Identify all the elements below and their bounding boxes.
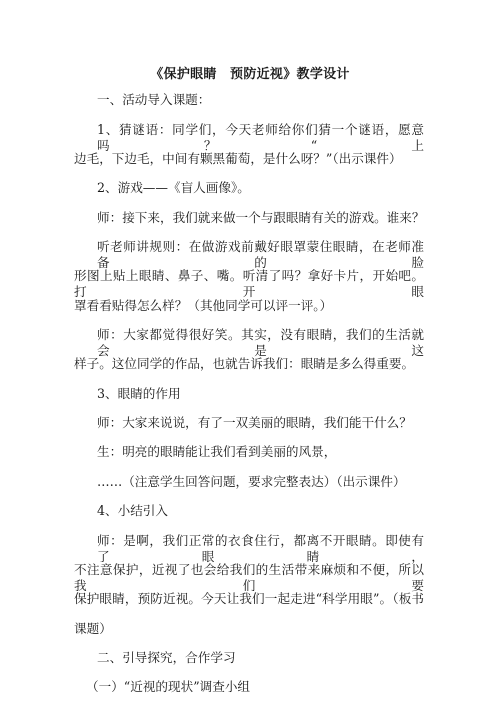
text-line: 边毛，下边毛，中间有颗黑葡萄，是什么呀？”（出示课件） <box>74 151 402 166</box>
text-line <box>97 122 424 154</box>
text-line: 师：大家来说说，有了一双美丽的眼睛，我们能干什么？ <box>97 415 412 430</box>
text-line <box>74 591 424 607</box>
text-line-content: 师：大家都觉得很好笑。其实，没有眼睛，我们的生活就会是这 <box>97 327 424 358</box>
document-title: 《保护眼睛 预防近视》教学设计 <box>150 67 350 82</box>
text-line: 二、引导探究，合作学习 <box>97 650 236 665</box>
text-line-content: 听老师讲规则：在做游戏前戴好眼罩蒙住眼睛，在老师准备的脸 <box>97 239 424 270</box>
text-line <box>97 533 424 565</box>
text-line-content: 保护眼睛，预防近视。今天让我们一起走进“科学用眼”。（板书 <box>74 591 424 606</box>
text-line: 2、游戏——《盲人画像》。 <box>97 180 250 195</box>
text-line <box>74 562 424 594</box>
text-line: 样子。这位同学的作品，也就告诉我们：眼睛是多么得重要。 <box>74 356 415 371</box>
text-line: 3、眼睛的作用 <box>97 386 181 401</box>
text-line: ……（注意学生回答问题，要求完整表达）（出示课件） <box>97 474 406 489</box>
text-line: 生：明亮的眼睛能让我们看到美丽的风景， <box>97 444 337 459</box>
text-line: 一、活动导入课题： <box>97 92 211 107</box>
text-line: 课题） <box>74 621 112 636</box>
text-line-content: 1、猜谜语：同学们，今天老师给你们猜一个谜语，愿意吗？“上 <box>97 122 424 153</box>
text-line <box>97 327 424 359</box>
text-line: 罩看看贴得怎么样？（其他同学可以评一评。） <box>74 298 333 313</box>
text-line-content: 形图上贴上眼睛、鼻子、嘴。听清了吗？拿好卡片，开始吧。打开眼 <box>74 268 424 299</box>
text-line: 4、小结引入 <box>97 503 168 518</box>
text-line <box>74 268 424 300</box>
text-line-content: 不注意保护，近视了也会给我们的生活带来麻烦和不便，所以我们要 <box>74 562 424 593</box>
text-line: 师：接下来，我们就来做一个与跟眼睛有关的游戏。谁来？ <box>97 210 425 225</box>
text-line-content: 师：是啊，我们正常的衣食住行，都离不开眼睛。即使有了眼睛， <box>97 533 424 564</box>
text-line: （一）“近视的现状”调查小组 <box>86 679 251 694</box>
text-line <box>97 239 424 271</box>
